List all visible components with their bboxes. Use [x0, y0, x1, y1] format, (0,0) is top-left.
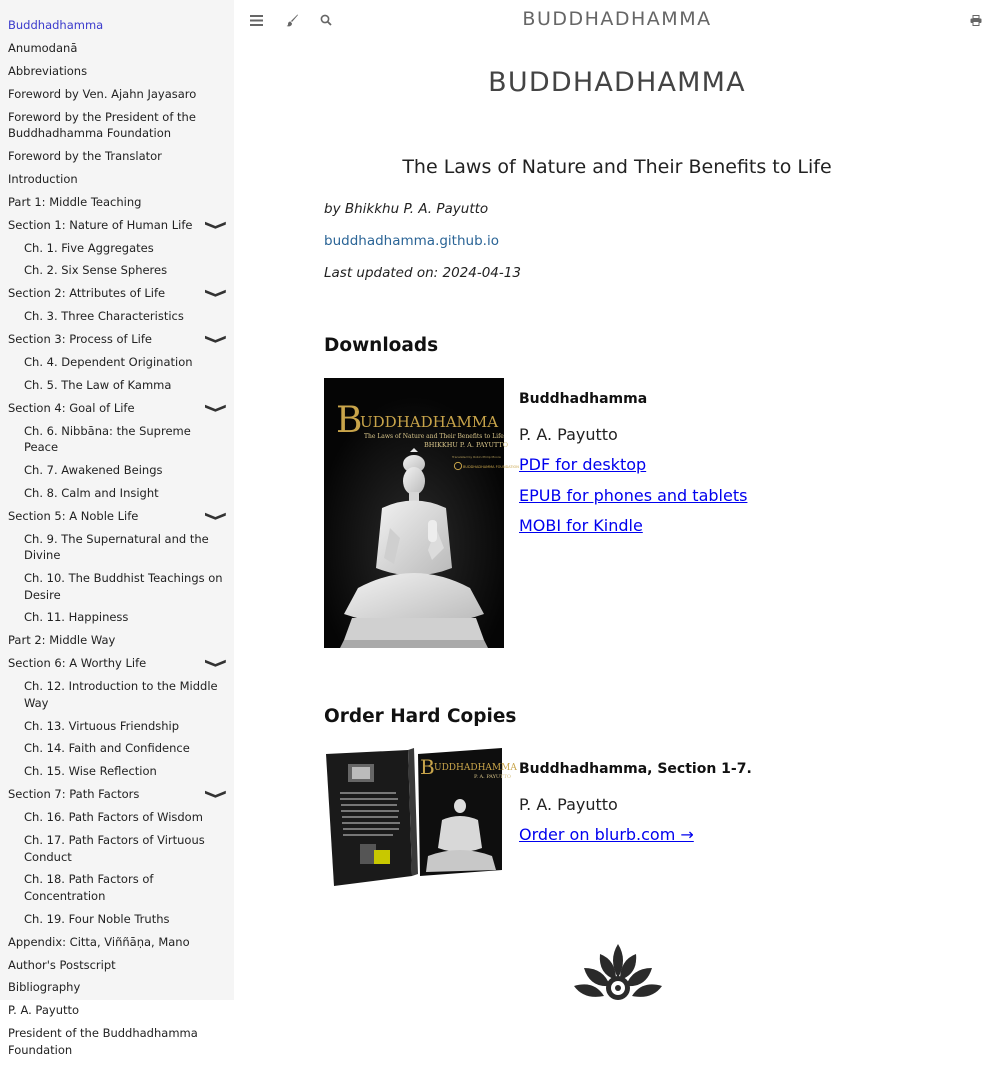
sidebar-item-link[interactable]: Ch. 7. Awakened Beings	[24, 463, 163, 478]
sidebar-item[interactable]	[8, 786, 234, 809]
sidebar-item-link[interactable]: Ch. 3. Three Characteristics	[24, 309, 184, 324]
sidebar-item-link[interactable]: Ch. 18. Path Factors of Concentration	[24, 872, 154, 903]
sidebar-item[interactable]	[8, 86, 234, 109]
table-of-contents	[8, 17, 234, 1065]
chevron-down-icon[interactable]: ❯	[203, 333, 228, 345]
sidebar-item-link[interactable]: Foreword by Ven. Ajahn Jayasaro	[8, 86, 197, 101]
sidebar-item-link[interactable]: President of the Buddhadhamma Foundation	[8, 1026, 198, 1057]
sidebar-item-link[interactable]: Ch. 9. The Supernatural and the Divine	[24, 531, 209, 563]
sidebar-item-link[interactable]: Section 7: Path Factors	[8, 787, 140, 802]
sidebar-item-link[interactable]: Part 1: Middle Teaching	[8, 194, 142, 209]
sidebar-item-link[interactable]: Part 2: Middle Way	[8, 633, 116, 648]
sidebar-item[interactable]	[8, 763, 234, 786]
downloads-heading: Downloads	[324, 335, 439, 356]
sidebar-item[interactable]	[8, 871, 234, 910]
hardcopy-book-title	[519, 758, 752, 777]
pdf-download-link[interactable]: PDF for desktop	[519, 455, 647, 474]
order-blurb-link[interactable]: Order on blurb.com →	[519, 825, 694, 844]
sidebar-item[interactable]	[8, 531, 234, 570]
sidebar-item[interactable]	[8, 148, 234, 171]
chevron-down-icon[interactable]: ❯	[203, 219, 228, 231]
sidebar-item-link[interactable]: Ch. 13. Virtuous Friendship	[24, 718, 180, 733]
sidebar-item[interactable]	[8, 40, 234, 63]
epub-download-link[interactable]: EPUB for phones and tablets	[519, 486, 748, 505]
sidebar-item-link[interactable]: Section 5: A Noble Life	[8, 508, 139, 523]
page-subtitle: The Laws of Nature and Their Benefits to Life	[402, 156, 832, 178]
sidebar-item-link[interactable]: Ch. 6. Nibbāna: the Supreme Peace	[24, 423, 191, 455]
sidebar	[0, 0, 234, 1057]
mobi-download-link[interactable]: MOBI for Kindle	[519, 516, 643, 535]
sidebar-item-link[interactable]: Foreword by the President of the Buddhadhamma Foundation	[8, 109, 196, 141]
sidebar-item[interactable]	[8, 109, 234, 148]
sidebar-item-link[interactable]: Ch. 1. Five Aggregates	[24, 240, 154, 255]
sidebar-item-link[interactable]: Buddhadhamma	[8, 18, 104, 32]
sidebar-item[interactable]	[8, 63, 234, 86]
sidebar-item-link[interactable]: Ch. 4. Dependent Origination	[24, 354, 193, 369]
sidebar-item-link[interactable]: P. A. Payutto	[8, 1003, 80, 1018]
sidebar-item[interactable]	[8, 285, 234, 308]
site-link[interactable]: buddhadhamma.github.io	[324, 233, 499, 249]
sidebar-item[interactable]	[8, 678, 234, 717]
sidebar-item-link[interactable]: Section 1: Nature of Human Life	[8, 217, 193, 232]
sidebar-item[interactable]	[8, 508, 234, 531]
sidebar-item[interactable]	[8, 979, 234, 1002]
chevron-down-icon[interactable]: ❯	[203, 402, 228, 414]
chevron-down-icon[interactable]: ❯	[203, 789, 228, 800]
sidebar-item-link[interactable]: Foreword by the Translator	[8, 148, 162, 163]
sidebar-item[interactable]	[8, 911, 234, 934]
sidebar-item[interactable]	[8, 331, 234, 354]
sidebar-item-link[interactable]: Section 3: Process of Life	[8, 332, 152, 347]
sidebar-item-link[interactable]: Section 6: A Worthy Life	[8, 656, 147, 671]
sidebar-item-link[interactable]: Ch. 2. Six Sense Spheres	[24, 263, 168, 278]
sidebar-item[interactable]	[8, 485, 234, 508]
sidebar-item[interactable]	[8, 632, 234, 655]
hardcopy-title-text: Buddhadhamma, Section 1-7.	[519, 761, 752, 777]
cover-author: BHIKKHU P. A. PAYUTTO	[424, 441, 509, 449]
download-author: P. A. Payutto	[519, 425, 618, 444]
cover-logo-letter: B	[336, 400, 363, 441]
hardcover-logo-text: UDDHADHAMMA	[434, 763, 517, 773]
sidebar-item-link[interactable]: Ch. 17. Path Factors of Virtuous Conduct	[24, 833, 205, 864]
sidebar-item[interactable]	[8, 1025, 234, 1064]
sidebar-item[interactable]	[8, 570, 234, 609]
sidebar-item[interactable]	[8, 809, 234, 832]
download-title-text: Buddhadhamma	[519, 391, 648, 407]
author-line: by Bhikkhu P. A. Payutto	[324, 201, 489, 217]
sidebar-item[interactable]	[8, 17, 234, 40]
sidebar-item-link[interactable]: Appendix: Citta, Viññāṇa, Mano	[8, 934, 190, 949]
lotus-logo	[570, 940, 666, 1000]
sidebar-item-link[interactable]: Introduction	[8, 171, 78, 186]
sidebar-item[interactable]	[8, 1002, 234, 1025]
page-title: BUDDHADHAMMA	[488, 67, 746, 98]
sidebar-item[interactable]	[8, 171, 234, 194]
cover-publisher: BUDDHADHAMMA FOUNDATION	[463, 465, 519, 469]
hardcover-book-image	[324, 748, 517, 888]
menu-title: BUDDHADHAMMA	[522, 8, 712, 30]
sidebar-item-link[interactable]: Ch. 12. Introduction to the Middle Way	[24, 679, 218, 710]
hard-copies-heading: Order Hard Copies	[324, 706, 517, 727]
sidebar-item-link[interactable]: Ch. 19. Four Noble Truths	[24, 911, 170, 926]
sidebar-item-link[interactable]: Abbreviations	[8, 63, 88, 78]
sidebar-item[interactable]	[8, 423, 234, 462]
sidebar-item-link[interactable]: Ch. 14. Faith and Confidence	[24, 741, 190, 756]
download-book-title	[519, 388, 647, 407]
sidebar-item[interactable]	[8, 240, 234, 263]
sidebar-item[interactable]	[8, 354, 234, 377]
sidebar-item[interactable]	[8, 400, 234, 423]
sidebar-item-link[interactable]: Section 2: Attributes of Life	[8, 286, 166, 301]
sidebar-item[interactable]	[8, 957, 234, 980]
sidebar-item-link[interactable]: Ch. 5. The Law of Kamma	[24, 377, 172, 392]
sidebar-item[interactable]	[8, 377, 234, 400]
hardcover-logo-letter: B	[420, 755, 435, 779]
hardcopy-author: P. A. Payutto	[519, 795, 618, 814]
sidebar-item-link[interactable]: Ch. 10. The Buddhist Teachings on Desire	[24, 571, 223, 602]
book-cover-image	[324, 378, 519, 648]
sidebar-item[interactable]	[8, 262, 234, 285]
sidebar-item[interactable]	[8, 462, 234, 485]
sidebar-item-link[interactable]: Section 4: Goal of Life	[8, 400, 135, 415]
sidebar-item[interactable]	[8, 934, 234, 957]
sidebar-item[interactable]	[8, 308, 234, 331]
cover-subtitle: The Laws of Nature and Their Benefits to Life	[364, 433, 504, 440]
sidebar-item[interactable]	[8, 740, 234, 763]
chevron-down-icon[interactable]: ❯	[203, 510, 228, 522]
sidebar-item-link[interactable]: Ch. 15. Wise Reflection	[24, 764, 157, 779]
sidebar-item-link[interactable]: Ch. 11. Happiness	[24, 610, 129, 625]
sidebar-item-link[interactable]: Ch. 8. Calm and Insight	[24, 485, 159, 500]
cover-logo-text: UDDHADHAMMA	[360, 413, 499, 431]
sidebar-item[interactable]	[8, 718, 234, 741]
cover-translator: Translated by Robin Philip Moore	[452, 455, 501, 459]
sidebar-item[interactable]	[8, 655, 234, 678]
print-icon[interactable]	[965, 10, 987, 30]
sidebar-item[interactable]	[8, 217, 234, 240]
sidebar-item[interactable]	[8, 609, 234, 632]
chevron-down-icon[interactable]: ❯	[203, 658, 228, 669]
sidebar-item-link[interactable]: Anumodanā	[8, 40, 78, 55]
hardcover-author: P. A. PAYUTTO	[474, 774, 512, 780]
chevron-down-icon[interactable]: ❯	[203, 288, 228, 299]
sidebar-item-link[interactable]: Ch. 16. Path Factors of Wisdom	[24, 810, 203, 825]
sidebar-item-link[interactable]: Bibliography	[8, 980, 81, 995]
sidebar-item-link[interactable]: Author's Postscript	[8, 957, 116, 972]
sidebar-item[interactable]	[8, 194, 234, 217]
last-updated: Last updated on: 2024-04-13	[324, 265, 521, 281]
menu-bar	[234, 0, 1000, 40]
sidebar-item[interactable]	[8, 832, 234, 871]
